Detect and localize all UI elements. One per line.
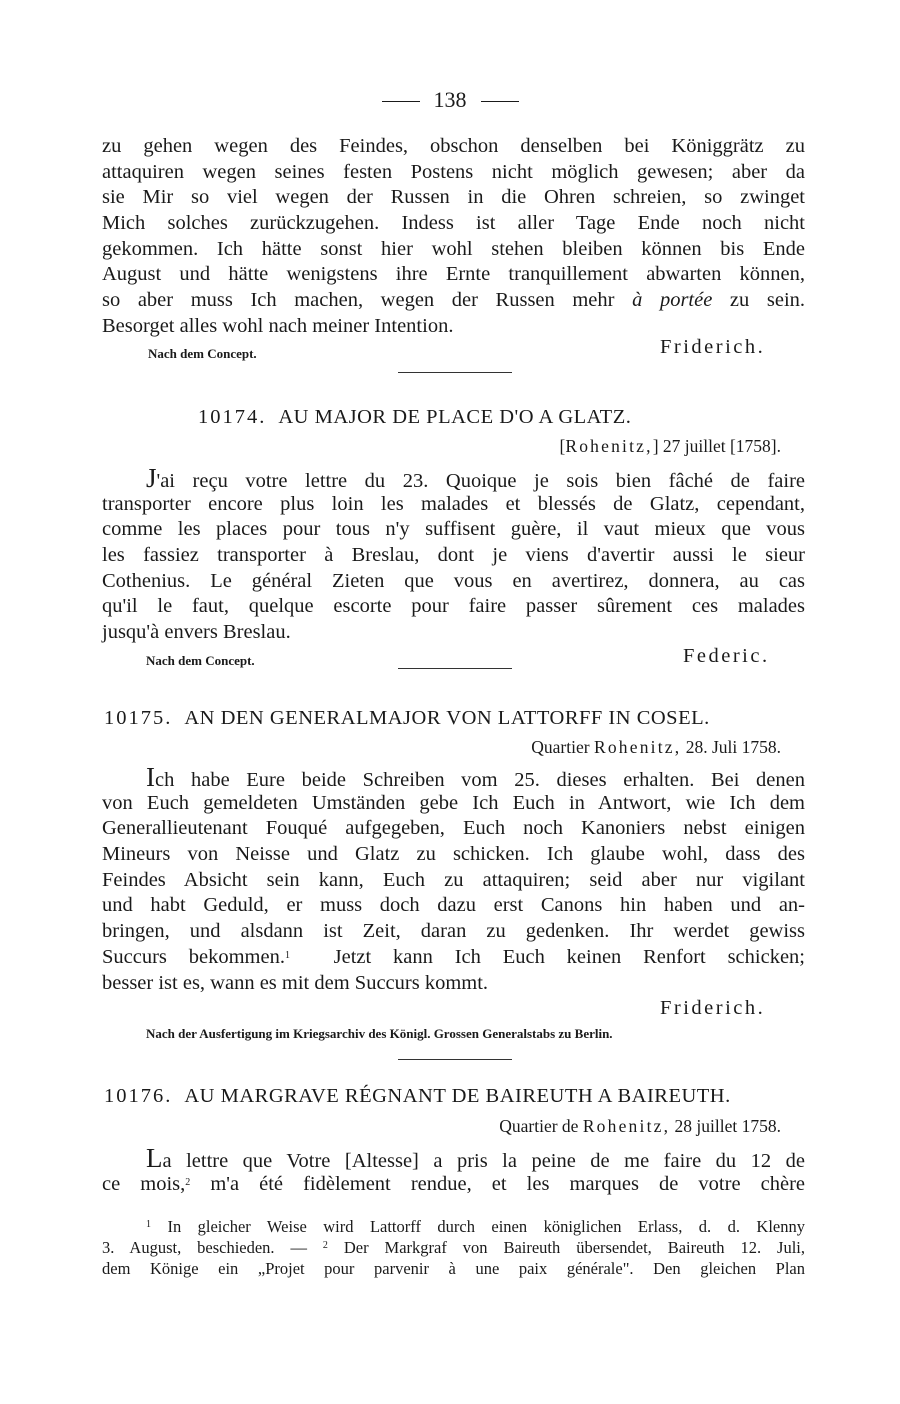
text-segment: so aber muss Ich machen, wegen der Russen mehr [102, 289, 615, 312]
signature: Friderich. [660, 997, 766, 1019]
page-number: 138 [433, 87, 467, 112]
letter-number: 10174. [198, 406, 267, 428]
initial-letter: L [146, 1143, 163, 1173]
letter-body [102, 762, 805, 996]
text-segment: zu sein. [729, 289, 806, 312]
continuation-paragraph [102, 134, 805, 340]
text-segment: Jetzt kann Ich Euch keinen Renfort schicken; [333, 945, 805, 968]
footnote-line [102, 1216, 805, 1237]
footnote-mark[interactable]: 1 [284, 949, 290, 961]
text-line [102, 945, 805, 971]
letter-dateline [499, 1116, 781, 1137]
text-line: zu gehen wegen des Feindes, obschon denselben bei Königgrätz zu [102, 135, 805, 157]
letter-body [102, 1143, 805, 1197]
date-text: 28. Juli 1758. [681, 737, 781, 757]
text-line: gekommen. Ich hätte sonst hier wohl stehen bleiben können bis Ende [102, 237, 805, 260]
letter-number: 10175. [104, 707, 173, 729]
source-note: Nach dem Concept. [146, 653, 255, 668]
text-line: Feindes Absicht sein kann, Euch zu attaquiren; seid aber nur vigilant [102, 868, 805, 891]
letter-heading [104, 707, 710, 730]
text-segment: ch habe Eure beide Schreiben vom 25. dieses erhalten. Bei denen [155, 769, 805, 791]
section-divider [398, 1059, 512, 1060]
letter-dateline [560, 436, 782, 457]
date-text: 28 juillet 1758. [670, 1116, 781, 1136]
footnote-mark[interactable]: 2 [185, 1176, 191, 1188]
text-line: comme les places pour tous n'y suffisent guère, il vaut mieux que vous [102, 518, 805, 541]
date-place: Rohenitz, [582, 1116, 671, 1136]
text-line: Besorget alles wohl nach meiner Intention. [102, 314, 454, 337]
text-segment: Succurs bekommen. [102, 945, 285, 968]
text-line [102, 463, 805, 493]
italic-phrase: à portée [632, 289, 713, 312]
text-line: transporter encore plus loin les malades et blessés de Glatz, cependant, [102, 492, 805, 515]
initial-letter: J [146, 463, 157, 493]
text-line [102, 1172, 805, 1198]
text-line: Generallieutenant Fouqué aufgegeben, Euch noch Kanoniers nebst einigen [102, 817, 805, 840]
text-line: qu'il le faut, quelque escorte pour faire passer sûrement ces malades [102, 595, 805, 618]
letter-heading [104, 1085, 731, 1108]
source-note: Nach der Ausfertigung im Kriegsarchiv des Königl. Grossen Generalstabs zu Berlin. [146, 1026, 613, 1041]
footnote-line: dem Könige ein „Projet pour parvenir à une paix générale". Den gleichen Plan [102, 1259, 805, 1278]
text-line: besser ist es, wann es mit dem Succurs kommt. [102, 971, 489, 994]
text-line: bringen, und alsdann ist Zeit, daran zu gedenken. Ihr werdet gewiss [102, 920, 805, 943]
signature: Friderich. [660, 336, 766, 358]
text-segment: In gleicher Weise wird Lattorff durch einen königlichen Erlass, d. d. Klenny [167, 1217, 806, 1236]
date-place: Rohenitz, [565, 436, 653, 456]
letter-dateline [531, 737, 781, 758]
text-segment: a lettre que Votre [Altesse] a pris la peine de me faire du 12 de [162, 1150, 805, 1172]
text-line: jusqu'à envers Breslau. [102, 621, 291, 644]
text-line: attaquiren wegen seines festen Postens nicht möglich gewesen; aber da [102, 160, 805, 183]
signature: Federic. [683, 645, 770, 667]
text-line: von Euch gemeldeten Umständen gebe Ich Euch in Antwort, wie Ich dem [102, 791, 805, 814]
footnote-mark: 1 [146, 1219, 151, 1230]
source-note: Nach dem Concept. [148, 346, 257, 361]
text-line: Mich solches zurückzugehen. Indess ist aller Tage Ende noch nicht [102, 212, 805, 235]
date-text: [ [559, 436, 566, 456]
text-line: Cothenius. Le général Zieten que vous en avertirez, donnera, au cas [102, 569, 805, 592]
text-line: les fassiez transporter à Breslau, dont je viens d'avertir aussi le sieur [102, 544, 805, 567]
footnotes [102, 1216, 805, 1279]
letter-title: AU MARGRAVE RÉGNANT DE BAIREUTH A BAIREUTH. [184, 1085, 731, 1107]
text-line: August und hätte wenigstens ihre Ernte tranquillement abwarten können, [102, 263, 805, 286]
date-place: Rohenitz, [593, 737, 682, 757]
text-line: und habt Geduld, er muss doch dazu erst Canons hin haben und an- [102, 894, 805, 917]
header-dash-right [481, 101, 519, 102]
text-segment: 'ai reçu votre lettre du 23. Quoique je sois bien fâché de faire [156, 470, 805, 492]
footnote-line [102, 1237, 805, 1258]
text-line [102, 288, 805, 314]
text-segment: ce mois, [102, 1172, 186, 1195]
text-line: Mineurs von Neisse und Glatz zu schicken. Ich glaube wohl, dass des [102, 843, 805, 866]
letter-number: 10176. [104, 1085, 173, 1107]
letter-heading [198, 406, 631, 429]
date-text: Quartier [531, 737, 594, 757]
text-segment: m'a été fidèlement rendue, et les marques de votre chère [190, 1172, 805, 1195]
date-text: Quartier de [499, 1116, 583, 1136]
page-number-header [0, 86, 900, 114]
letter-title: AU MAJOR DE PLACE D'O A GLATZ. [278, 406, 632, 428]
letter-title: AN DEN GENERALMAJOR VON LATTORFF IN COSEL. [184, 707, 710, 729]
header-dash-left [382, 101, 420, 102]
text-line [102, 1143, 805, 1173]
letter-body [102, 463, 805, 646]
text-line: sie Mir so viel wegen der Russen in die Ohren schreien, so zwinget [102, 186, 805, 209]
section-divider [398, 372, 512, 373]
footnote-mark: 2 [322, 1240, 328, 1251]
initial-letter: I [146, 762, 155, 792]
text-segment: 3. August, beschieden. — [102, 1238, 323, 1257]
text-segment: Der Markgraf von Baireuth übersendet, Baireuth 12. Juli, [327, 1238, 805, 1257]
date-text: ] 27 juillet [1758]. [652, 436, 781, 456]
section-divider [398, 668, 512, 669]
text-line [102, 762, 805, 792]
